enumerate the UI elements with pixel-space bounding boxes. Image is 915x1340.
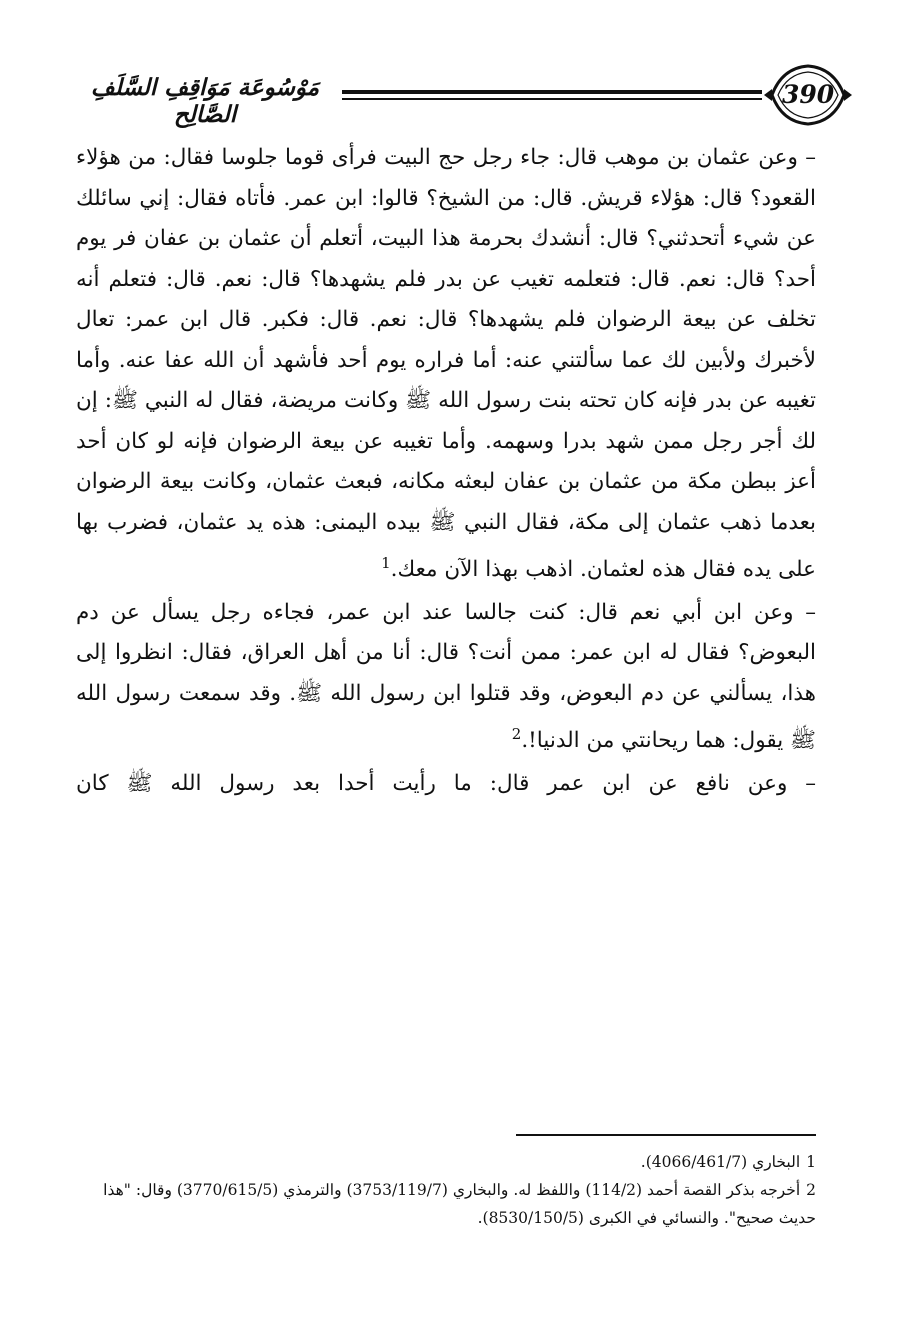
page-number: 390 (782, 80, 835, 109)
footnote-number: 1 (806, 1153, 816, 1171)
footnote (76, 1148, 816, 1176)
footnote-text: أخرجه بذكر القصة أحمد (114/2) واللفظ له. والبخاري (3753/119/7) والترمذي (3770/615/5) وقال: "هذا حديث صحيح". والنسائي في الكبرى (8530/150/5). (103, 1181, 816, 1227)
series-title: مَوْسُوعَة مَوَاقِفِ السَّلَفِ الصَّالِح (90, 74, 320, 128)
footnote-separator (516, 1134, 816, 1136)
footnote (76, 1176, 816, 1232)
footnotes (76, 1148, 816, 1232)
footnote-marker: 1 (381, 554, 391, 572)
header-rule-thin (342, 98, 762, 100)
header-rule-thick (342, 90, 762, 94)
page-header (60, 62, 860, 132)
paragraph-text: – وعن عثمان بن موهب قال: جاء رجل حج البيت فرأى قوما جلوسا فقال: من هؤلاء القعود؟ قال: هؤلاء قريش. قال: من الشيخ؟ قالوا: ابن عمر. فأتاه فقال: إني سائلك عن شيء أتحدثني؟ قال: أنشدك بحرمة هذا البيت، أتعلم أن عثمان بن عفان فر يوم أحد؟ قال: نعم. قال: فتعلمه تغيب عن بدر فلم يشهدها؟ قال: نعم. قال: فتعلم أنه تخلف عن بيعة الرضوان فلم يشهدها؟ قال: نعم. قال: فكبر. قال ابن عمر: تعال لأخبرك ولأبين لك عما سألتني عنه: أما فراره يوم أحد فأشهد أن الله عفا عنه. وأما تغيبه عن بدر فإنه كان تحته بنت رسول الله ﷺ وكانت مريضة، فقال له النبي ﷺ: إن لك أجر رجل ممن شهد بدرا وسهمه. وأما تغيبه عن بيعة الرضوان فإنه لو كان أحد أعز ببطن مكة من عثمان بن عفان لبعثه مكانه، فبعث عثمان، وكانت بيعة الرضوان بعدما ذهب عثمان إلى مكة، فقال النبي ﷺ بيده اليمنى: هذه يد عثمان، فضرب بها على يده فقال هذه لعثمان. اذهب بهذا الآن معك. (76, 145, 816, 582)
paragraph (76, 138, 816, 591)
paragraph-text: – وعن نافع عن ابن عمر قال: ما رأيت أحدا بعد رسول الله ﷺ كان (76, 770, 816, 796)
footnote-marker: 2 (511, 725, 522, 743)
paragraph (76, 764, 816, 805)
footnote-text: البخاري (4066/461/7). (640, 1153, 801, 1171)
paragraph (76, 593, 816, 762)
paragraph-text: – وعن ابن أبي نعم قال: كنت جالسا عند ابن عمر، فجاءه رجل يسأل عن دم البعوض؟ فقال له ابن عمر: ممن أنت؟ قال: أنا من أهل العراق، فقال: انظروا إلى هذا، يسألني عن دم البعوض، وقد قتلوا ابن رسول الله ﷺ. وقد سمعت رسول الله ﷺ يقول: هما ريحانتي من الدنيا!. (76, 599, 816, 753)
body-text (76, 138, 816, 804)
footnote-number: 2 (806, 1181, 816, 1199)
